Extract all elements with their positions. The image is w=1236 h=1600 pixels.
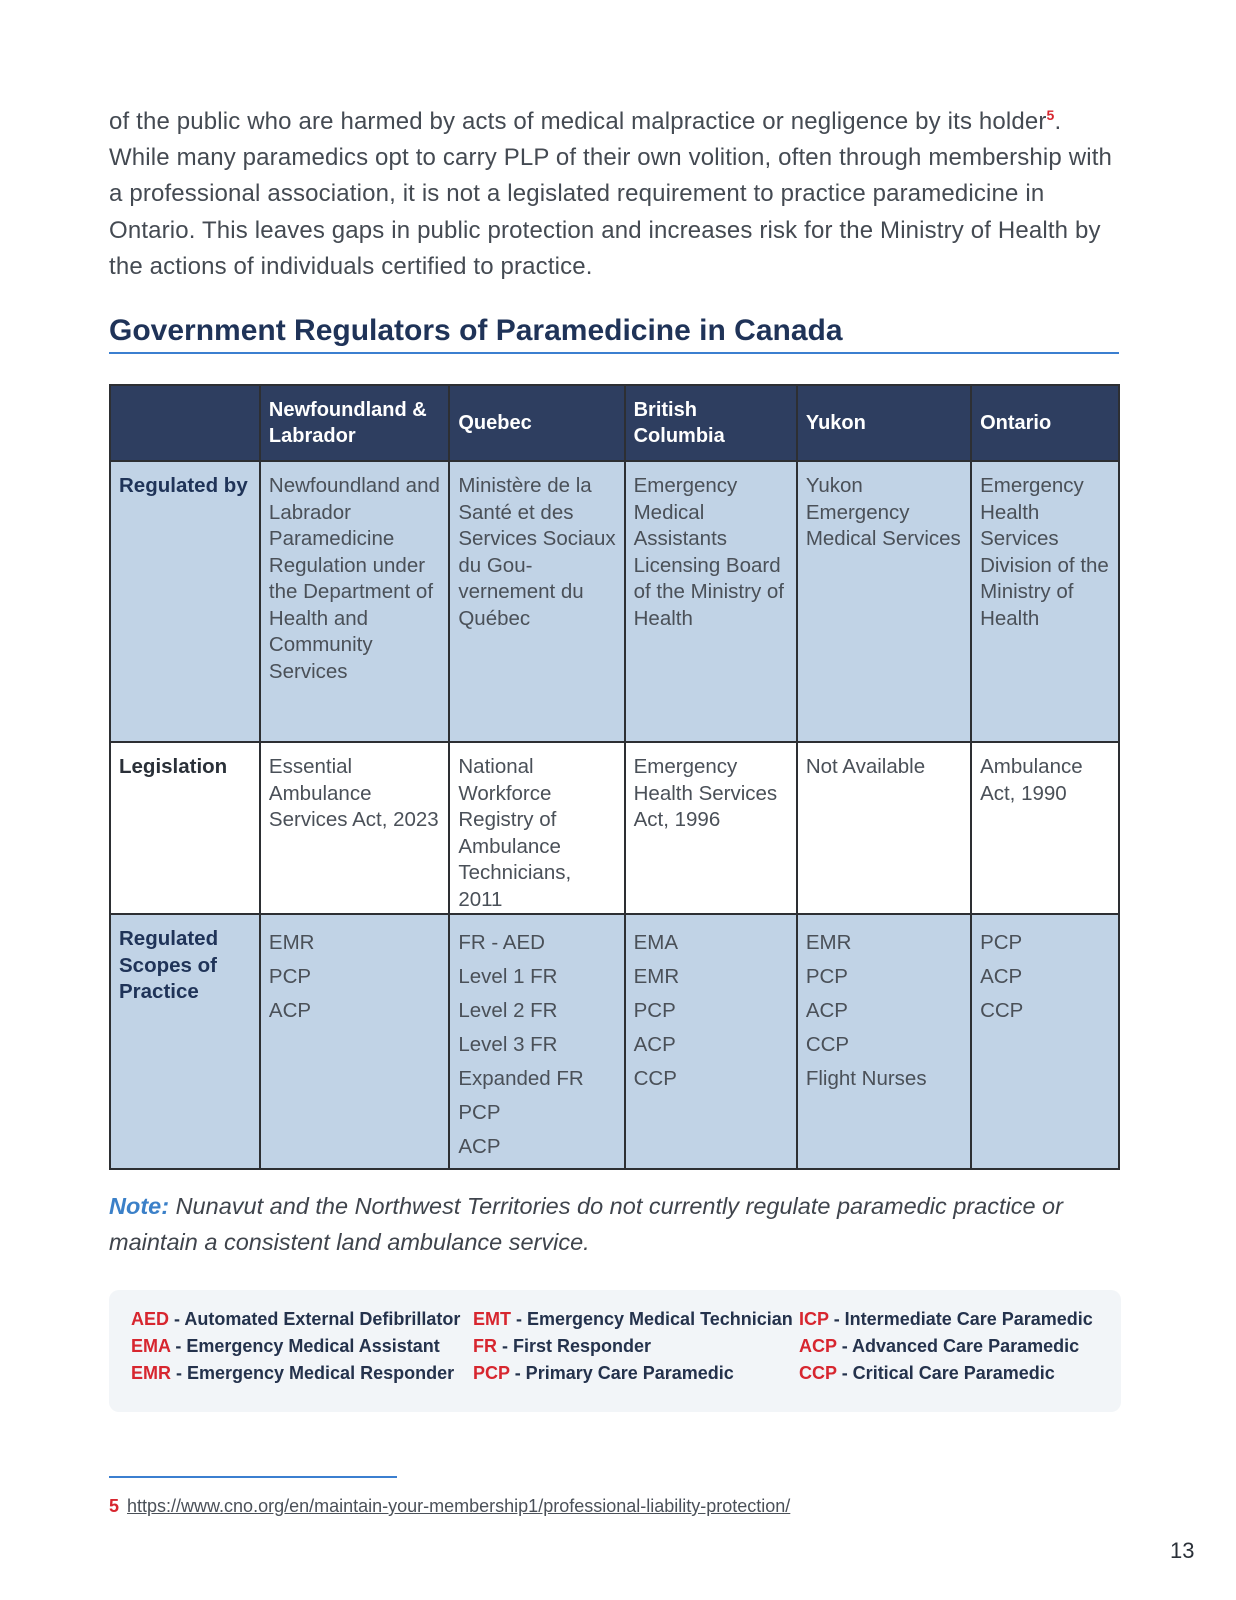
abbreviation-glossary [109,1290,1121,1412]
glossary-item [131,1360,460,1387]
header-ontario: Ontario [971,385,1119,461]
cell-legislation-qc: National Workforce Registry of Ambulance Technicians, 2011 [449,742,624,914]
scope-item: CCP [633,1067,677,1090]
cell-legislation-bc: Emergency Health Services Act, 1996 [625,742,797,914]
glossary-abbr: FR [473,1336,497,1356]
table-row-scopes [110,914,1119,1169]
header-british-columbia: British Columbia [625,385,797,461]
scope-item: PCP [805,965,848,988]
glossary-item [799,1360,1093,1387]
note-label: Note: [109,1193,170,1219]
footnote [109,1496,790,1517]
glossary-desc: - Critical Care Paramedic [836,1363,1055,1383]
glossary-item [799,1333,1093,1360]
cell-scopes-bc [625,914,797,1169]
glossary-abbr: PCP [473,1363,510,1383]
header-yukon: Yukon [797,385,971,461]
glossary-desc: - First Responder [497,1336,652,1356]
footnote-divider [109,1476,397,1478]
note-text: Nunavut and the Northwest Territories do not currently regulate paramedic practice or maintain a consistent land ambulance service. [109,1193,1063,1255]
glossary-item [473,1306,793,1333]
glossary-abbr: EMR [131,1363,171,1383]
cell-regulated-by-nl: Newfoundland and Labrador Paramedicine Regulation under the Department of Health and Community Services [260,461,449,742]
cell-scopes-qc [449,914,624,1169]
scope-item: Flight Nurses [805,1067,927,1090]
row-label-legislation: Legislation [110,742,260,914]
header-newfoundland-labrador: Newfoundland & Labrador [260,385,449,461]
cell-scopes-yt [797,914,971,1169]
scope-item: PCP [268,965,312,988]
table-row-legislation [110,742,1119,914]
scope-item: PCP [633,999,676,1022]
glossary-item [799,1306,1093,1333]
header-quebec: Quebec [449,385,624,461]
table-row-regulated-by [110,461,1119,742]
footnote-link[interactable]: https://www.cno.org/en/maintain-your-membership1/professional-liability-protection/ [127,1496,791,1516]
intro-text-after: . While many paramedics opt to carry PLP of their own volition, often through membership with a professional association, it is not a legislated requirement to practice paramedicine in Ontario. This leaves gaps in public protection and increases risk for the Ministry of Health by the actions of individuals certified to practice. [109,108,1113,280]
glossary-column [131,1306,460,1387]
page-number: 13 [1170,1538,1195,1563]
cell-regulated-by-on: Emergency Health Services Division of the Ministry of Health [971,461,1119,742]
glossary-abbr: EMT [473,1309,511,1329]
scope-item: CCP [980,999,1024,1022]
glossary-desc: - Advanced Care Paramedic [836,1336,1080,1356]
glossary-desc: - Primary Care Paramedic [509,1363,734,1383]
scope-item: ACP [980,965,1023,988]
scope-item: Expanded FR [458,1067,584,1090]
glossary-item [473,1360,793,1387]
scope-item: ACP [458,1135,501,1158]
cell-regulated-by-qc: Ministère de la Santé et des Services Sociaux du Gou-vernement du Québec [449,461,624,742]
glossary-column [473,1306,793,1387]
glossary-desc: - Automated External Defibrillator [169,1309,461,1329]
scope-item: EMA [633,931,679,954]
cell-regulated-by-bc: Emergency Medical Assistants Licensing Board of the Ministry of Health [625,461,797,742]
scope-item: ACP [633,1033,676,1056]
glossary-abbr: ICP [799,1309,829,1329]
cell-scopes-on [971,914,1119,1169]
scope-item: ACP [268,999,312,1022]
glossary-abbr: CCP [799,1363,837,1383]
footnote-number: 5 [109,1496,120,1516]
scope-item: EMR [805,931,852,954]
intro-paragraph [109,104,1119,285]
regulators-table [109,384,1120,1170]
glossary-desc: - Emergency Medical Technician [511,1309,793,1329]
row-label-scopes: Regulated Scopes of Practice [110,914,260,1169]
header-corner [110,385,260,461]
scope-item: CCP [805,1033,850,1056]
cell-scopes-nl [260,914,449,1169]
glossary-column [799,1306,1093,1387]
intro-text-before: of the public who are harmed by acts of medical malpractice or negligence by its holder [109,108,1047,135]
scope-item: EMR [633,965,680,988]
glossary-item [473,1333,793,1360]
scope-item: FR - AED [458,931,545,954]
glossary-item [131,1333,460,1360]
glossary-desc: - Intermediate Care Paramedic [828,1309,1093,1329]
cell-legislation-on: Ambulance Act, 1990 [971,742,1119,914]
cell-legislation-yt: Not Available [797,742,971,914]
scope-item: PCP [980,931,1023,954]
scope-item: Level 2 FR [458,999,558,1022]
section-title: Government Regulators of Paramedicine in Canada [109,314,1119,354]
table-header-row [110,385,1119,461]
scope-item: EMR [268,931,315,954]
glossary-desc: - Emergency Medical Assistant [170,1336,440,1356]
row-label-regulated-by: Regulated by [110,461,260,742]
glossary-abbr: EMA [131,1336,171,1356]
scope-item: PCP [458,1101,501,1124]
glossary-desc: - Emergency Medical Responder [171,1363,455,1383]
glossary-abbr: ACP [799,1336,837,1356]
scope-item: Level 1 FR [458,965,558,988]
scope-item: ACP [805,999,848,1022]
scope-item: Level 3 FR [458,1033,558,1056]
glossary-item [131,1306,460,1333]
footnote-reference[interactable]: 5 [1046,107,1055,123]
table-note [109,1188,1119,1260]
glossary-abbr: AED [131,1309,170,1329]
cell-legislation-nl: Essential Ambulance Services Act, 2023 [260,742,449,914]
cell-regulated-by-yt: Yukon Emergency Medical Services [797,461,971,742]
